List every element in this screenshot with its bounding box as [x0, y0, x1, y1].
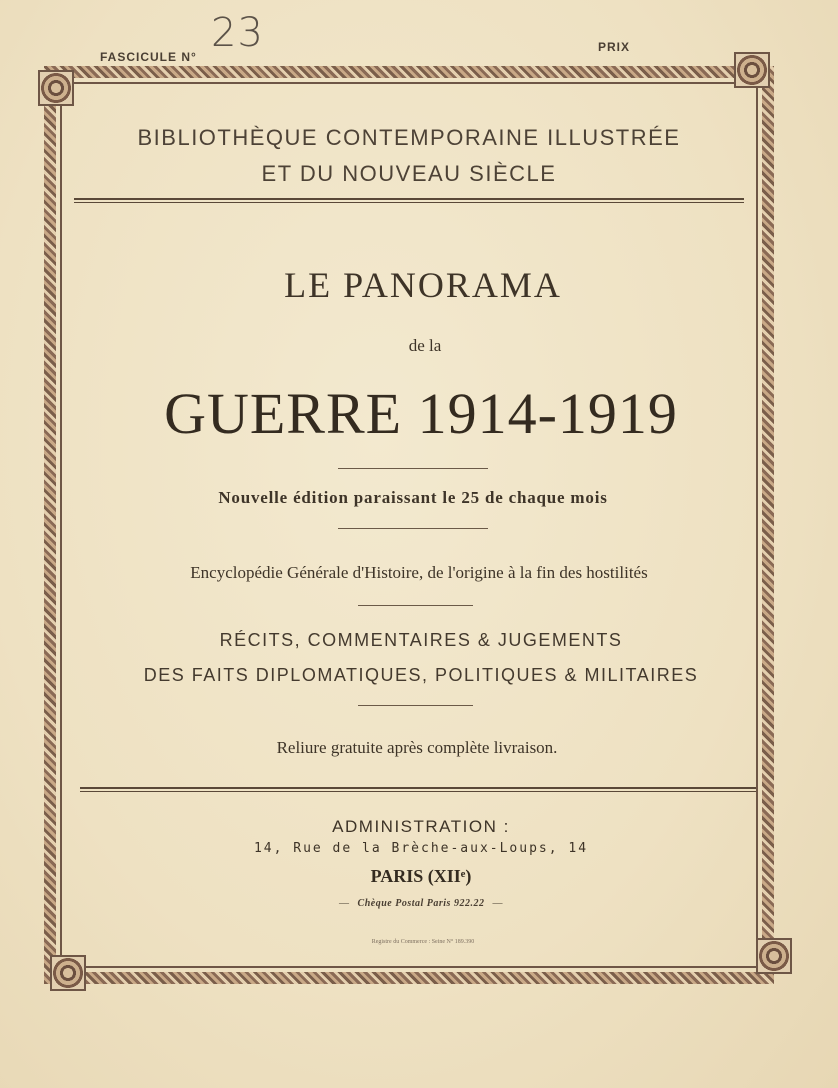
main-title-line1: LE PANORAMA	[284, 265, 562, 305]
corner-ornament-icon	[50, 955, 86, 991]
corner-ornament-icon	[38, 70, 74, 106]
administration-address: 14, Rue de la Brèche-aux-Loups, 14	[253, 841, 589, 856]
main-title-connector: de la	[408, 336, 442, 355]
short-divider	[358, 605, 473, 606]
short-divider	[338, 468, 488, 469]
collection-title-line2: ET DU NOUVEAU SIÈCLE	[261, 161, 557, 186]
collection-title-line1: BIBLIOTHÈQUE CONTEMPORAINE ILLUSTRÉE	[137, 125, 681, 150]
encyclopedia-subtitle: Encyclopédie Générale d'Histoire, de l'origine à la fin des hostilités	[190, 563, 648, 582]
administration-city: PARIS (XIIᵉ)	[370, 866, 472, 886]
divider-bottom	[80, 787, 756, 792]
binding-notice: Reliure gratuite après complète livraison.	[276, 738, 558, 757]
prix-label: PRIX	[598, 40, 631, 54]
edition-notice: Nouvelle édition paraissant le 25 de chaque mois	[218, 488, 608, 507]
description-line2: DES FAITS DIPLOMATIQUES, POLITIQUES & MILITAIRES	[143, 665, 699, 685]
cheque-postal: — Chèque Postal Paris 922.22 —	[339, 898, 503, 909]
description-line1: RÉCITS, COMMENTAIRES & JUGEMENTS	[219, 630, 623, 650]
fascicule-label: FASCICULE N°	[100, 50, 197, 64]
short-divider	[338, 528, 488, 529]
divider-top	[74, 198, 744, 203]
fascicule-number: 23	[211, 10, 264, 56]
administration-label: ADMINISTRATION :	[332, 817, 510, 836]
registre-commerce: Registre du Commerce : Seine N° 189.390	[371, 939, 475, 945]
corner-ornament-icon	[734, 52, 770, 88]
short-divider	[358, 705, 473, 706]
cheque-postal-text: Chèque Postal Paris 922.22	[357, 898, 485, 909]
main-title-line2: GUERRE 1914-1919	[164, 381, 678, 446]
